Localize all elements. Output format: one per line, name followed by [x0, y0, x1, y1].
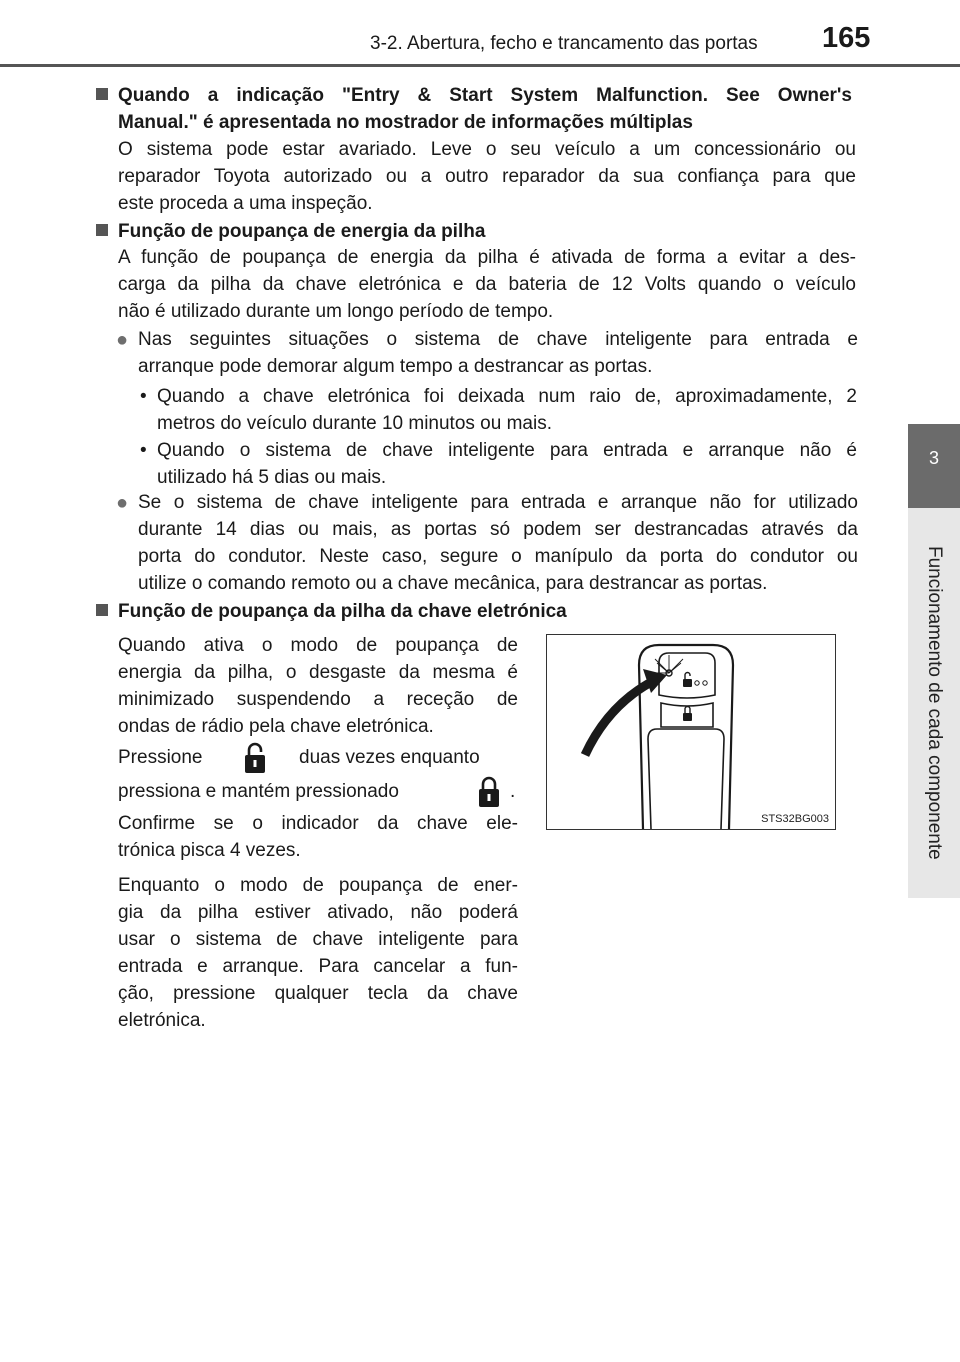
paragraph-battery-line-1: A função de poupança de energia da pilha é ativada de forma a evitar a des- [118, 247, 856, 268]
chapter-title: Funcionamento de cada componente [924, 546, 945, 860]
heading-battery-saving [92, 218, 858, 245]
key-fob-figure [546, 634, 836, 830]
point-14-days-line-4: utilize o comando remoto ou a chave mecânica, para destrancar as portas. [138, 573, 768, 594]
key-saving-4-line-1: Enquanto o modo de poupança de ener- [118, 875, 518, 896]
point-14-days-line-1: Se o sistema de chave inteligente para entrada e arranque não for utilizado [138, 492, 858, 513]
sub-bullet-1-line-2: metros do veículo durante 10 minutos ou mais. [157, 413, 552, 434]
point-delay [138, 326, 858, 380]
paragraph-malfunction [118, 136, 856, 217]
figure-caption: STS32BG003 [761, 813, 829, 825]
point-delay-line-1: Nas seguintes situações o sistema de chave inteligente para entrada e [138, 329, 858, 350]
key-saving-1-line-1: Quando ativa o modo de poupança de [118, 635, 518, 656]
key-fob-illustration [547, 635, 835, 829]
paragraph-malfunction-line-2: reparador Toyota autorizado ou a outro reparador da sua confiança para que [118, 166, 856, 187]
sub-bullet-icon: • [140, 440, 147, 461]
paragraph-battery-line-3: não é utilizado durante um longo período de tempo. [118, 301, 554, 322]
press-hold-text: pressiona e mantém pressionado [118, 781, 399, 802]
key-saving-3-line-1: Confirme se o indicador da chave ele- [118, 813, 518, 834]
square-bullet-icon [96, 88, 108, 100]
point-14-days-line-3: porta do condutor. Neste caso, segure o manípulo da porta do condutor ou [138, 546, 858, 567]
key-saving-1-line-2: energia da pilha, o desgaste da mesma é [118, 662, 518, 683]
point-14-days [138, 489, 858, 597]
key-saving-1-line-3: minimizado suspendendo a receção de [118, 689, 518, 710]
key-saving-4-line-5: ção, pressione qualquer tecla da chave [118, 983, 518, 1004]
press-text: Pressione [118, 747, 203, 768]
key-saving-1-line-4: ondas de rádio pela chave eletrónica. [118, 716, 434, 737]
chapter-number: 3 [928, 448, 939, 468]
paragraph-key-saving-2 [118, 744, 518, 812]
circle-bullet-icon: ● [116, 492, 129, 514]
heading-key-saving [92, 598, 858, 625]
unlock-icon [244, 742, 266, 782]
circle-bullet-icon: ● [116, 329, 129, 351]
paragraph-key-saving-3 [118, 810, 518, 864]
period-text: . [510, 781, 516, 802]
key-saving-4-line-6: eletrónica. [118, 1010, 206, 1031]
paragraph-battery-line-2: carga da pilha da chave eletrónica e da bateria de 12 Volts quando o veículo [118, 274, 856, 295]
paragraph-malfunction-line-3: este proceda a uma inspeção. [118, 193, 373, 214]
key-saving-3-line-2: trónica pisca 4 vezes. [118, 840, 301, 861]
heading-battery-saving-text: Função de poupança de energia da pilha [118, 221, 486, 242]
paragraph-battery-saving [118, 244, 856, 325]
header-rule [0, 64, 960, 67]
key-saving-4-line-2: gia da pilha estiver ativado, não poderá [118, 902, 518, 923]
heading-malfunction-line-1: Quando a indicação "Entry & Start System Malfunction. See Owner's [118, 85, 852, 106]
sub-bullet-2 [157, 437, 857, 491]
sub-bullet-1-line-1: Quando a chave eletrónica foi deixada num raio de, aproximadamente, 2 [157, 386, 857, 407]
square-bullet-icon [96, 224, 108, 236]
paragraph-key-saving-1 [118, 632, 518, 740]
paragraph-key-saving-4 [118, 872, 518, 1034]
sub-bullet-icon: • [140, 386, 147, 407]
sub-bullet-2-line-1: Quando o sistema de chave inteligente para entrada e arranque não é [157, 440, 857, 461]
sub-bullet-2-line-2: utilizado há 5 dias ou mais. [157, 467, 387, 488]
paragraph-malfunction-line-1: O sistema pode estar avariado. Leve o seu veículo a um concessionário ou [118, 139, 856, 160]
running-header: 3-2. Abertura, fecho e trancamento das portas [370, 33, 758, 54]
point-delay-line-2: arranque pode demorar algum tempo a destrancar as portas. [138, 356, 653, 377]
key-saving-4-line-3: usar o sistema de chave inteligente para [118, 929, 518, 950]
twice-while-text: duas vezes enquanto [299, 747, 480, 768]
point-14-days-line-2: durante 14 dias ou mais, as portas só podem ser destrancadas através da [138, 519, 858, 540]
heading-key-saving-text: Função de poupança da pilha da chave eletrónica [118, 601, 567, 622]
heading-malfunction-line-2: Manual." é apresentada no mostrador de informações múltiplas [118, 112, 693, 133]
page-number: 165 [822, 22, 871, 54]
key-saving-4-line-4: entrada e arranque. Para cancelar a fun- [118, 956, 518, 977]
heading-malfunction [92, 82, 858, 136]
square-bullet-icon [96, 604, 108, 616]
sub-bullet-1 [157, 383, 857, 437]
